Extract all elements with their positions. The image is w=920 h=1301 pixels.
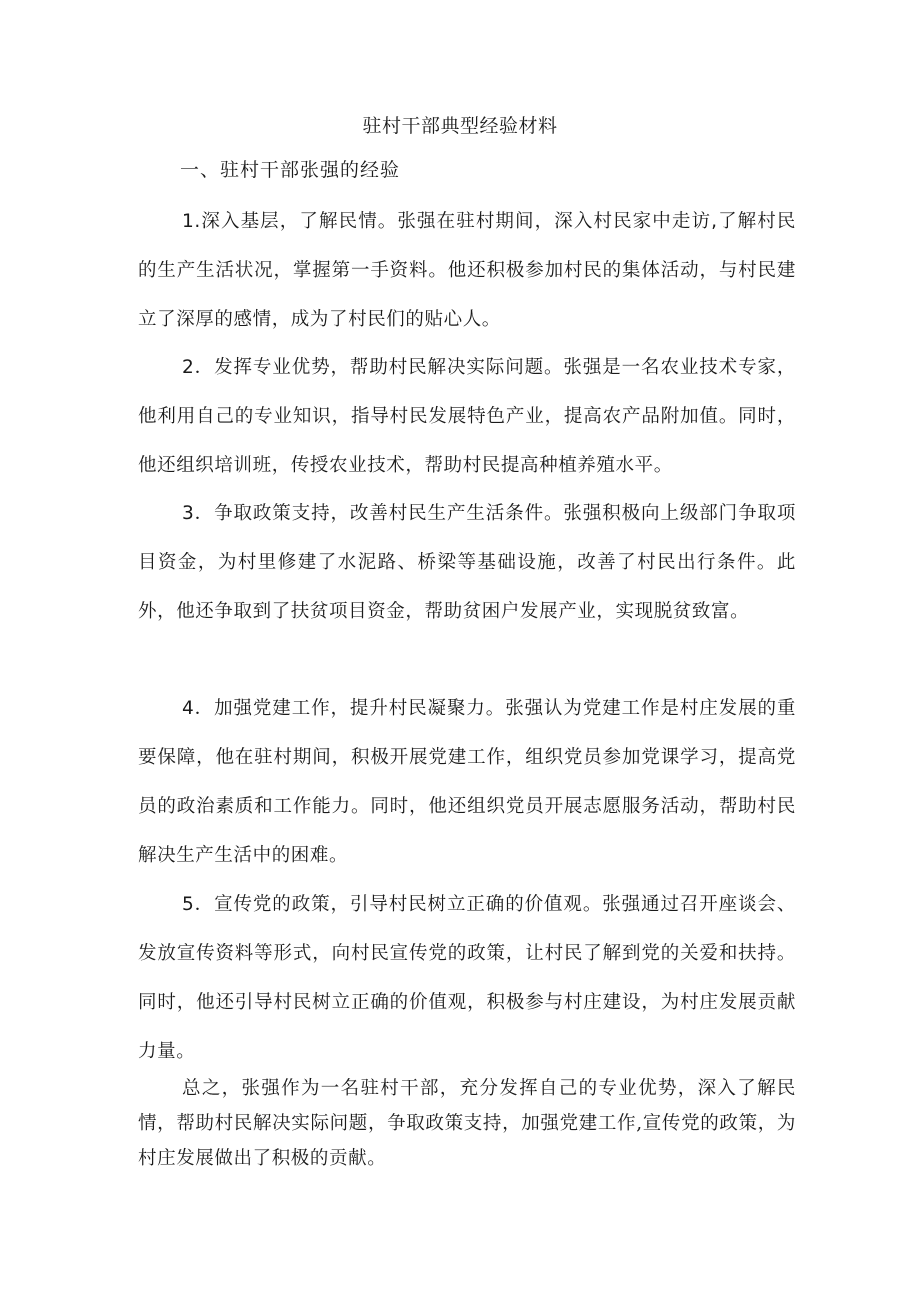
paragraph-2: 2．发挥专业优势，帮助村民解决实际问题。张强是一名农业技术专家，他利用自己的专业知识，指导村民发展特色产业，提高农产品附加值。同时，他还组织培训班，传授农业技术，帮助村民提高种植养殖水平。	[138, 357, 796, 476]
paragraph-4: 4．加强党建工作，提升村民凝聚力。张强认为党建工作是村庄发展的重要保障，他在驻村期间，积极开展党建工作，组织党员参加党课学习，提高党员的政治素质和工作能力。同时，他还组织党员开展志愿服务活动，帮助村民解决生产生活中的困难。	[138, 698, 796, 866]
document-title: 驻村干部典型经验材料	[362, 115, 558, 137]
paragraph-1: 1.深入基层，了解民情。张强在驻村期间，深入村民家中走访,了解村民的生产生活状况，掌握第一手资料。他还积极参加村民的集体活动，与村民建立了深厚的感情，成为了村民们的贴心人。	[138, 211, 796, 330]
paragraph-5: 5．宣传党的政策，引导村民树立正确的价值观。张强通过召开座谈会、发放宣传资料等形式，向村民宣传党的政策，让村民了解到党的关爱和扶持。同时，他还引导村民树立正确的价值观，积极参与村庄建设，为村庄发展贡献力量。	[138, 894, 796, 1062]
conclusion-paragraph: 总之，张强作为一名驻村干部，充分发挥自己的专业优势，深入了解民情，帮助村民解决实际问题，争取政策支持，加强党建工作,宣传党的政策，为村庄发展做出了积极的贡献。	[138, 1078, 796, 1169]
section-heading: 一、驻村干部张强的经验	[180, 159, 401, 181]
paragraph-3: 3．争取政策支持，改善村民生产生活条件。张强积极向上级部门争取项目资金，为村里修建了水泥路、桥梁等基础设施，改善了村民出行条件。此外，他还争取到了扶贫项目资金，帮助贫困户发展产业，实现脱贫致富。	[138, 503, 796, 622]
